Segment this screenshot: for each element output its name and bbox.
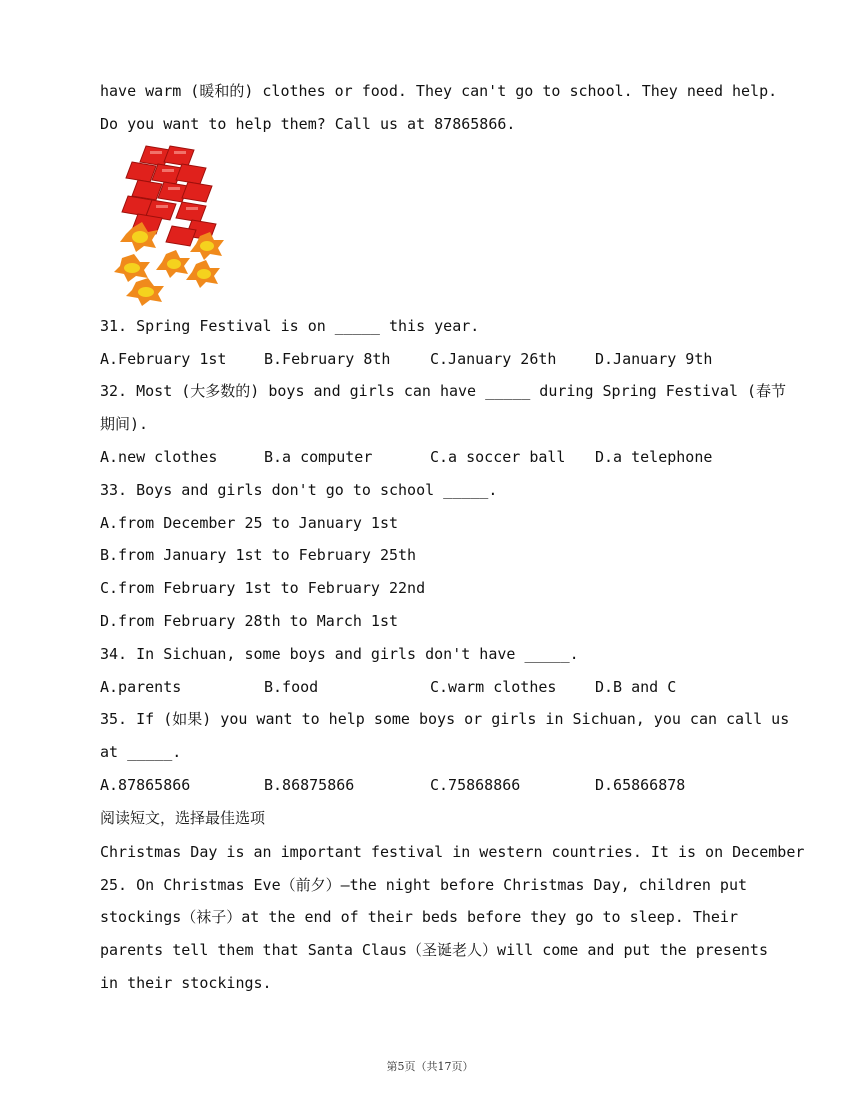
question-31-option-b[interactable]: B.February 8th — [264, 350, 391, 368]
passage-line: have warm (暖和的) clothes or food. They can't go to school. They need help. — [100, 82, 778, 100]
question-35-stem-cont: at _____. — [100, 743, 182, 761]
passage-line: 25. On Christmas Eve（前夕）—the night before Christmas Day, children put — [100, 876, 747, 894]
question-32-option-b[interactable]: B.a computer — [264, 448, 373, 466]
passage-line: Do you want to help them? Call us at 87865866. — [100, 115, 516, 133]
question-35-option-c[interactable]: C.75868866 — [430, 776, 521, 794]
section-heading: 阅读短文，选择最佳选项 — [100, 809, 266, 827]
question-34-option-b[interactable]: B.food — [264, 678, 319, 696]
question-33-option-d[interactable]: D.from February 28th to March 1st — [100, 612, 399, 630]
question-34-option-a[interactable]: A.parents — [100, 678, 182, 696]
passage-line: stockings（袜子）at the end of their beds before they go to sleep. Their — [100, 908, 738, 926]
question-35-option-d[interactable]: D.65866878 — [595, 776, 686, 794]
question-32-option-a[interactable]: A.new clothes — [100, 448, 218, 466]
question-31-option-c[interactable]: C.January 26th — [430, 350, 557, 368]
question-34-stem: 34. In Sichuan, some boys and girls don't have _____. — [100, 645, 579, 663]
question-34-option-c[interactable]: C.warm clothes — [430, 678, 557, 696]
question-33-option-c[interactable]: C.from February 1st to February 22nd — [100, 579, 426, 597]
page-footer: 第5页（共17页） — [386, 1060, 474, 1073]
question-32-option-d[interactable]: D.a telephone — [595, 448, 713, 466]
question-32-stem: 32. Most (大多数的) boys and girls can have _____ during Spring Festival (春节 — [100, 382, 787, 400]
question-31-option-d[interactable]: D.January 9th — [595, 350, 713, 368]
question-31-stem: 31. Spring Festival is on _____ this year. — [100, 317, 480, 335]
passage-line: Christmas Day is an important festival in western countries. It is on December — [100, 843, 805, 861]
question-33-option-a[interactable]: A.from December 25 to January 1st — [100, 514, 399, 532]
passage-line: in their stockings. — [100, 974, 272, 992]
question-35-option-a[interactable]: A.87865866 — [100, 776, 191, 794]
question-31-option-a[interactable]: A.February 1st — [100, 350, 227, 368]
question-35-option-b[interactable]: B.86875866 — [264, 776, 355, 794]
question-32-stem-cont: 期间). — [100, 415, 149, 433]
question-32-option-c[interactable]: C.a soccer ball — [430, 448, 566, 466]
question-35-stem: 35. If (如果) you want to help some boys or girls in Sichuan, you can call us — [100, 710, 790, 728]
question-33-stem: 33. Boys and girls don't go to school _____. — [100, 481, 498, 499]
question-33-option-b[interactable]: B.from January 1st to February 25th — [100, 546, 417, 564]
passage-line: parents tell them that Santa Claus（圣诞老人）will come and put the presents — [100, 941, 768, 959]
firecrackers-icon — [112, 142, 234, 306]
question-34-option-d[interactable]: D.B and C — [595, 678, 677, 696]
